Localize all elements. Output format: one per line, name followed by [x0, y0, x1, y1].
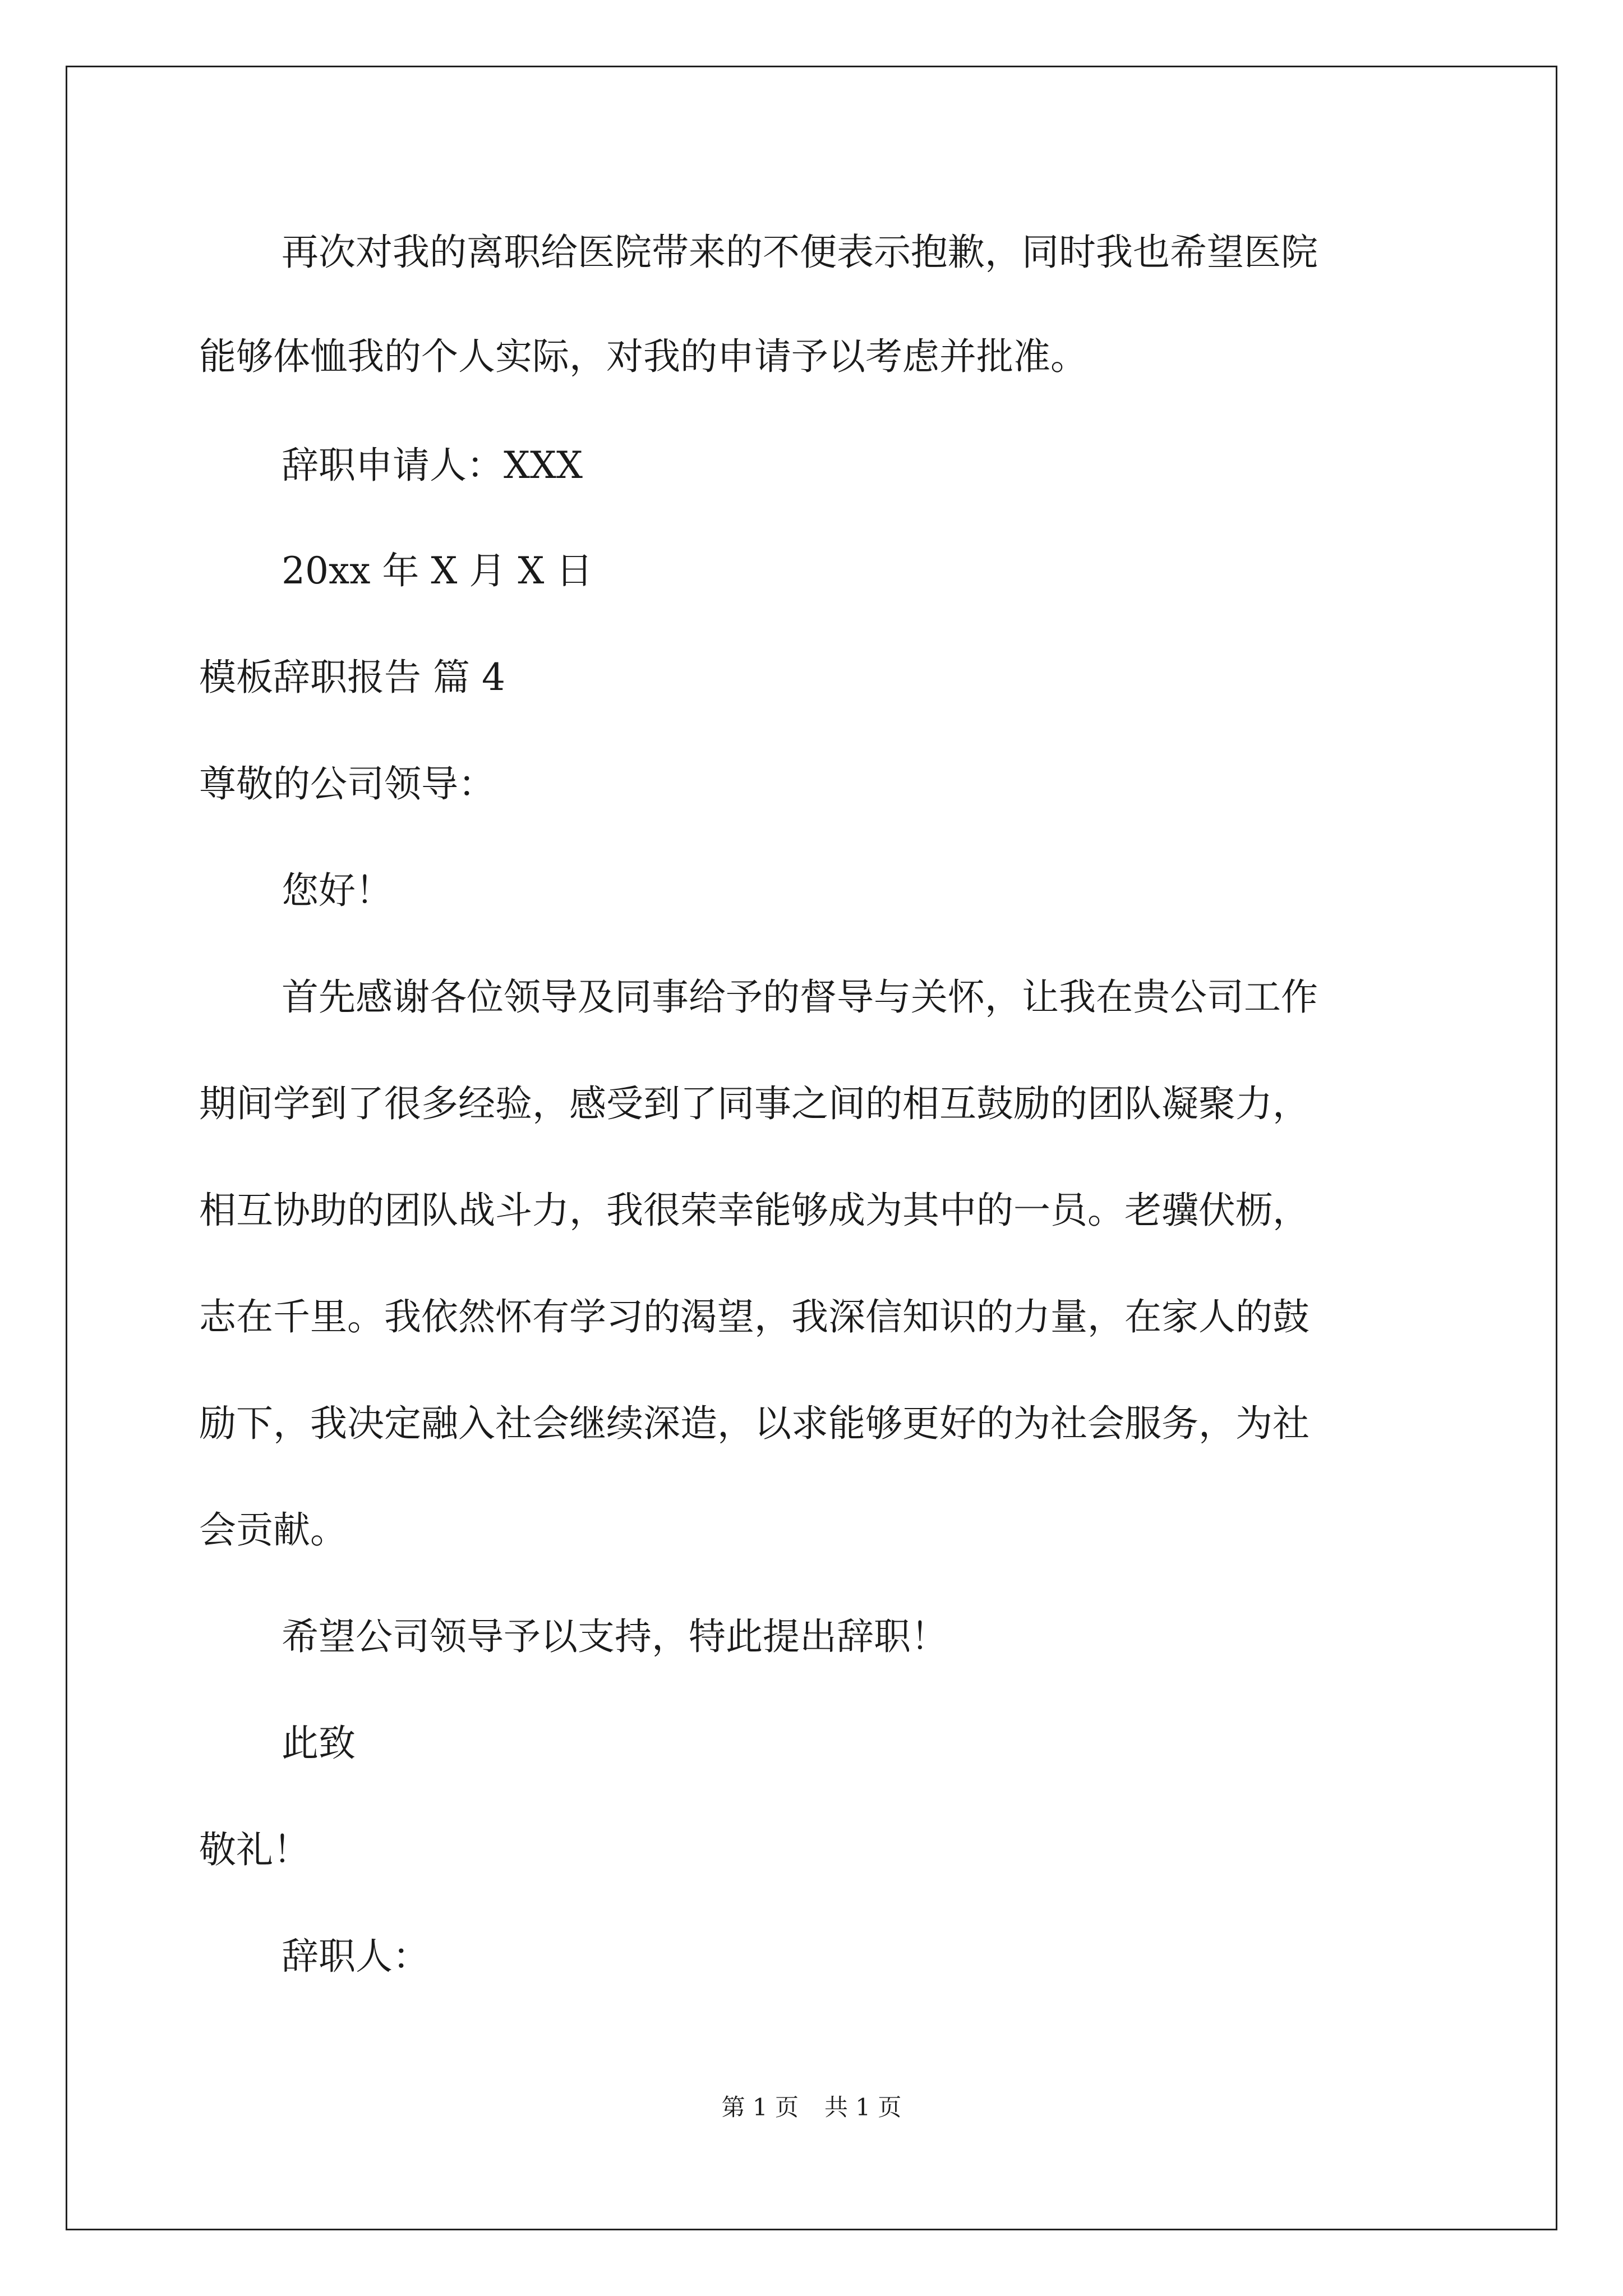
- page-border: [66, 66, 1557, 2230]
- body-paragraph-line: 励下，我决定融入社会继续深造，以求能够更好的为社会服务，为社: [199, 1402, 1310, 1445]
- body-paragraph-line: 相互协助的团队战斗力，我很荣幸能够成为其中的一员。老骥伏枥，: [199, 1189, 1310, 1232]
- body-paragraph-line: 再次对我的离职给医院带来的不便表示抱歉，同时我也希望医院: [282, 231, 1318, 274]
- page-total: 共 1 页: [824, 2093, 902, 2121]
- closing-salute: 敬礼！: [199, 1828, 310, 1871]
- body-paragraph-line: 志在千里。我依然怀有学习的渴望，我深信知识的力量，在家人的鼓: [199, 1295, 1310, 1338]
- body-paragraph-line: 能够体恤我的个人实际，对我的申请予以考虑并批准。: [199, 335, 1087, 378]
- body-paragraph-line: 首先感谢各位领导及同事给予的督导与关怀，让我在贵公司工作: [282, 976, 1318, 1019]
- body-paragraph-line: 期间学到了很多经验，感受到了同事之间的相互鼓励的团队凝聚力，: [199, 1082, 1310, 1125]
- date-line: 20xx 年 X 月 X 日: [282, 549, 593, 592]
- page-footer: [0, 2093, 1623, 2122]
- page-number: 第 1 页: [721, 2093, 799, 2121]
- greeting: 您好！: [282, 869, 393, 912]
- section-heading: 模板辞职报告 篇 4: [199, 656, 505, 699]
- applicant-signature: 辞职申请人：XXX: [282, 444, 583, 487]
- closing-phrase: 此致: [282, 1722, 356, 1765]
- salutation: 尊敬的公司领导：: [199, 762, 495, 806]
- body-paragraph-line: 会贡献。: [199, 1508, 347, 1552]
- resigner-signature: 辞职人：: [282, 1935, 430, 1978]
- closing-request: 希望公司领导予以支持，特此提出辞职！: [282, 1615, 948, 1658]
